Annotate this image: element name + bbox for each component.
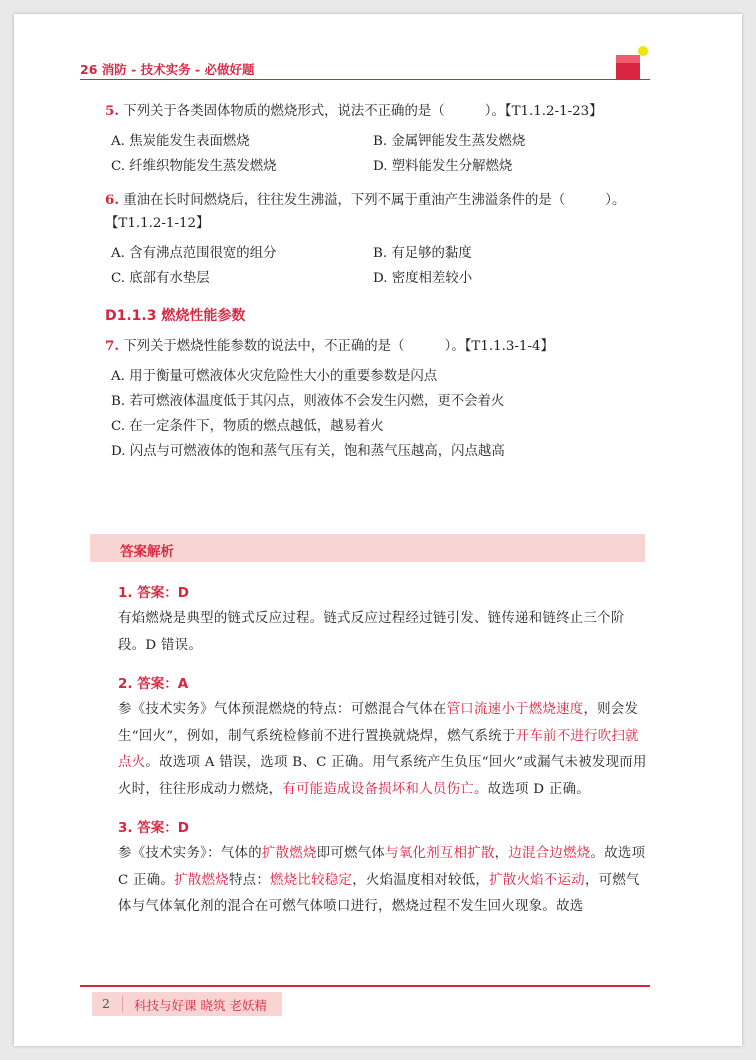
option-d: D. 密度相差较小 (373, 271, 473, 286)
option-b: B. 有足够的黏度 (373, 246, 472, 261)
question-5 (105, 100, 650, 179)
page-footer (92, 992, 282, 1016)
answers-header-band (90, 534, 645, 562)
question-stem: 下列关于燃烧性能参数的说法中，不正确的是（ ）。【T1.1.3-1-4】 (123, 339, 554, 354)
question-7 (105, 335, 650, 464)
question-6 (105, 189, 650, 291)
highlight: 开车前不进行吹扫就点火 (118, 728, 639, 770)
option-d: D. 塑料能发生分解燃烧 (373, 159, 513, 174)
answers-area (118, 580, 648, 921)
publisher-logo-icon (612, 45, 648, 79)
page-number: 2 (102, 996, 110, 1011)
question-stem: 重油在长时间燃烧后，往往发生沸溢，下列不属于重油产生沸溢条件的是（ ）。【T1.1.2-1-12】 (105, 193, 626, 231)
option-d: D. 闪点与可燃液体的饱和蒸气压有关，饱和蒸气压越高，闪点越高 (111, 444, 505, 459)
highlight: 有可能造成设备损坏和人员伤亡 (282, 781, 474, 797)
footer-rule (80, 985, 650, 987)
highlight: 扩散燃烧 (174, 872, 229, 888)
answer-text: 有焰燃烧是典型的链式反应过程。链式反应过程经过链引发、链传递和链终止三个阶段。D 错误。 (118, 611, 625, 653)
option-c: C. 纤维织物能发生蒸发燃烧 (111, 159, 277, 174)
highlight: 边混合边燃烧 (508, 846, 591, 861)
highlight: 扩散火焰不运动 (489, 872, 585, 888)
highlight: 与氧化剂互相扩散 (385, 846, 495, 861)
question-number: 5. (105, 103, 119, 119)
option-a: A. 含有沸点范围很宽的组分 (111, 246, 277, 261)
question-number: 7. (105, 338, 119, 354)
highlight: 扩散燃烧 (261, 846, 317, 861)
option-b: B. 金属钾能发生蒸发燃烧 (373, 134, 526, 149)
option-c: C. 底部有水垫层 (111, 271, 210, 286)
footer-text: 科技与好课 晓筑 老妖精 (134, 998, 267, 1013)
question-number: 6. (105, 192, 119, 208)
answers-header: 答案解析 (120, 544, 174, 560)
answer-heading: 2. 答案：A (118, 676, 189, 692)
highlight: 燃烧比较稳定 (270, 872, 353, 888)
option-c: C. 在一定条件下，物质的燃点越低，越易着火 (111, 419, 384, 434)
page-header (80, 48, 650, 80)
footer-divider (122, 996, 123, 1012)
answer-text: 参《技术实务》气体预混燃烧的特点：可燃混合气体在管口流速小于燃烧速度，则会发生“回火”，例如，制气系统检修前不进行置换就烧焊，燃气系统于开车前不进行吹扫就点火。故选项 A 错误，选项 B、C 正确。用气系统产生负压“回火”或漏气未被发现而用火时，往往形成动力燃烧，有可能造成设备损坏和人员伤亡。故选项 D 正确。 (118, 702, 647, 797)
highlight: 管口流速小于燃烧速度 (446, 702, 584, 717)
answer-3 (118, 815, 648, 921)
header-title: 26 消防 - 技术实务 - 必做好题 (80, 62, 255, 77)
answer-text: 参《技术实务》：气体的扩散燃烧即可燃气体与氧化剂互相扩散，边混合边燃烧。故选项 C 正确。扩散燃烧特点：燃烧比较稳定，火焰温度相对较低，扩散火焰不运动，可燃气体与气体氧化剂的混合在可燃气体喷口进行，燃烧过程不发生回火现象。故选 (118, 846, 646, 914)
section-title: D1.1.3 燃烧性能参数 (105, 308, 246, 324)
option-a: A. 焦炭能发生表面燃烧 (111, 134, 250, 149)
answer-heading: 1. 答案：D (118, 585, 189, 601)
answer-2 (118, 671, 648, 803)
header-rule (80, 79, 650, 81)
option-b: B. 若可燃液体温度低于其闪点，则液体不会发生闪燃，更不会着火 (111, 394, 505, 409)
option-a: A. 用于衡量可燃液体火灾危险性大小的重要参数是闪点 (111, 369, 438, 384)
questions-area (105, 100, 650, 464)
answer-heading: 3. 答案：D (118, 820, 189, 836)
question-stem: 下列关于各类固体物质的燃烧形式，说法不正确的是（ ）。【T1.1.2-1-23】 (123, 104, 603, 119)
answer-1 (118, 580, 648, 659)
